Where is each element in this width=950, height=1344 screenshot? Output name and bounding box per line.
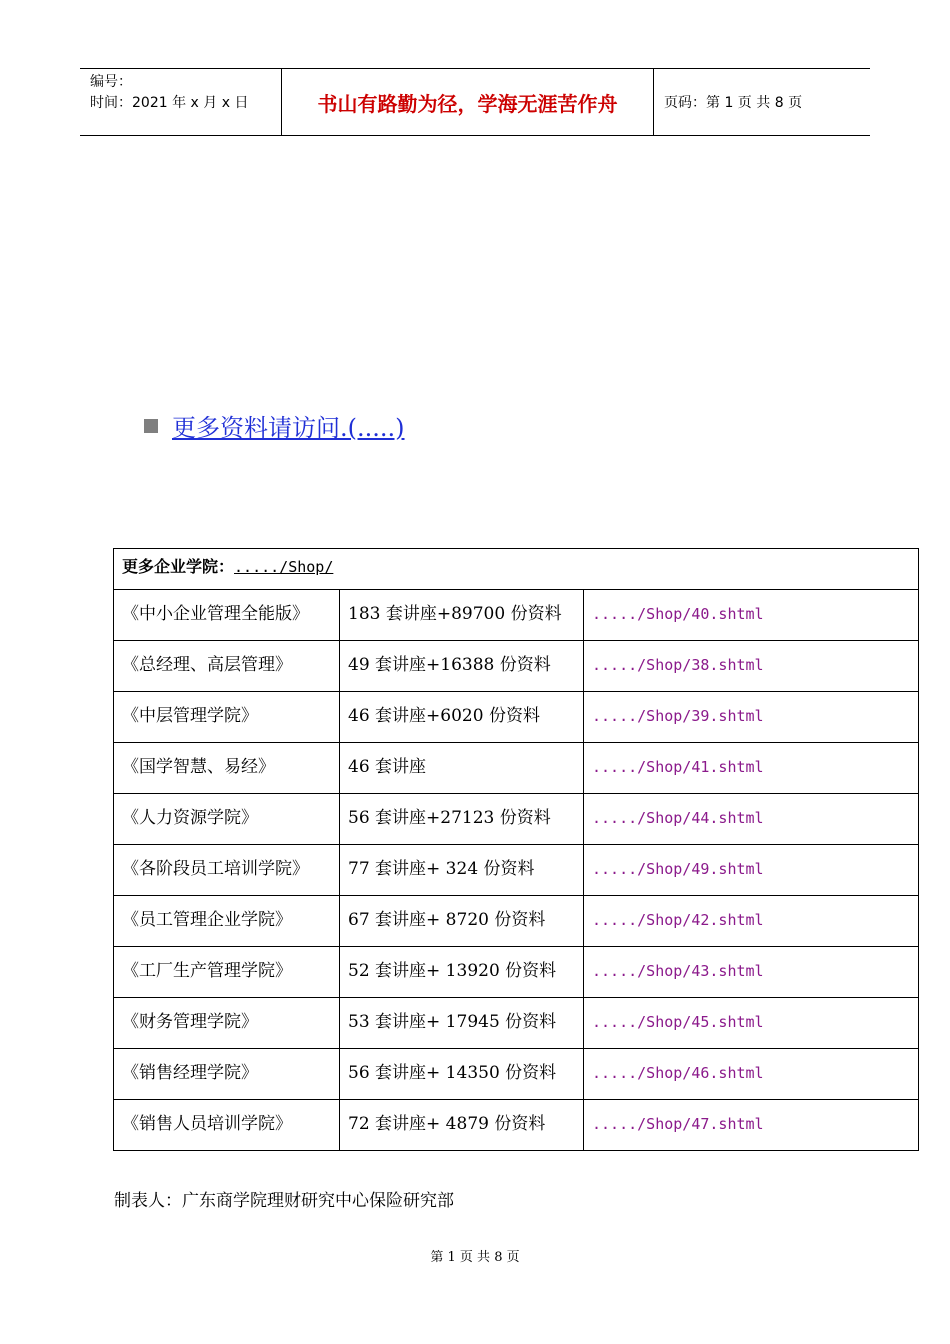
academy-name: 《工厂生产管理学院》 — [114, 947, 340, 998]
table-row — [114, 947, 919, 998]
header-motto: 书山有路勤为径，学海无涯苦作舟 — [281, 69, 654, 135]
academy-content: 46 套讲座+6020 份资料 — [340, 692, 584, 743]
page-header — [80, 68, 870, 136]
table-row — [114, 692, 919, 743]
academy-content: 183 套讲座+89700 份资料 — [340, 590, 584, 641]
academy-link[interactable]: ...../Shop/38.shtml — [592, 656, 764, 674]
doc-number: 编号： — [90, 74, 132, 90]
academy-name: 《人力资源学院》 — [114, 794, 340, 845]
academy-link[interactable]: ...../Shop/40.shtml — [592, 605, 764, 623]
academy-table — [113, 548, 919, 1151]
academy-url-cell — [584, 947, 919, 998]
table-title: 更多企业学院： — [122, 557, 235, 576]
table-row — [114, 845, 919, 896]
header-meta — [80, 69, 281, 135]
academy-url-cell — [584, 1049, 919, 1100]
academy-url-cell — [584, 1100, 919, 1151]
academy-url-cell — [584, 743, 919, 794]
academy-link[interactable]: ...../Shop/39.shtml — [592, 707, 764, 725]
academy-link[interactable]: ...../Shop/46.shtml — [592, 1064, 764, 1082]
academy-link[interactable]: ...../Shop/45.shtml — [592, 1013, 764, 1031]
academy-link[interactable]: ...../Shop/42.shtml — [592, 911, 764, 929]
table-row — [114, 896, 919, 947]
table-row — [114, 1100, 919, 1151]
academy-content: 53 套讲座+ 17945 份资料 — [340, 998, 584, 1049]
academy-url-cell — [584, 590, 919, 641]
doc-time: 时间：2021 年 x 月 x 日 — [90, 95, 249, 111]
table-row — [114, 641, 919, 692]
table-maker: 制表人：广东商学院理财研究中心保险研究部 — [114, 1191, 454, 1211]
table-header-row — [114, 549, 919, 590]
academy-link[interactable]: ...../Shop/49.shtml — [592, 860, 764, 878]
academy-url-cell — [584, 998, 919, 1049]
academy-name: 《总经理、高层管理》 — [114, 641, 340, 692]
academy-url-cell — [584, 641, 919, 692]
academy-name: 《财务管理学院》 — [114, 998, 340, 1049]
table-row — [114, 590, 919, 641]
academy-name: 《国学智慧、易经》 — [114, 743, 340, 794]
academy-content: 52 套讲座+ 13920 份资料 — [340, 947, 584, 998]
academy-url-cell — [584, 896, 919, 947]
academy-content: 72 套讲座+ 4879 份资料 — [340, 1100, 584, 1151]
academy-content: 56 套讲座+27123 份资料 — [340, 794, 584, 845]
academy-link[interactable]: ...../Shop/43.shtml — [592, 962, 764, 980]
table-title-cell — [114, 549, 919, 590]
more-resources-link[interactable]: 更多资料请访问.(.....) — [172, 414, 405, 442]
header-page-number: 页码：第 1 页 共 8 页 — [664, 95, 803, 111]
academy-name: 《销售经理学院》 — [114, 1049, 340, 1100]
academy-url-cell — [584, 794, 919, 845]
academy-content: 67 套讲座+ 8720 份资料 — [340, 896, 584, 947]
page-footer: 第 1 页 共 8 页 — [430, 1250, 520, 1265]
square-bullet-icon — [144, 419, 158, 433]
academy-link[interactable]: ...../Shop/44.shtml — [592, 809, 764, 827]
academy-name: 《中小企业管理全能版》 — [114, 590, 340, 641]
academy-link[interactable]: ...../Shop/47.shtml — [592, 1115, 764, 1133]
table-row — [114, 743, 919, 794]
academy-name: 《各阶段员工培训学院》 — [114, 845, 340, 896]
academy-name: 《员工管理企业学院》 — [114, 896, 340, 947]
academy-link[interactable]: ...../Shop/41.shtml — [592, 758, 764, 776]
academy-name: 《销售人员培训学院》 — [114, 1100, 340, 1151]
academy-url-cell — [584, 692, 919, 743]
table-row — [114, 998, 919, 1049]
academy-name: 《中层管理学院》 — [114, 692, 340, 743]
table-row — [114, 794, 919, 845]
resource-bullet — [144, 408, 405, 443]
academy-content: 77 套讲座+ 324 份资料 — [340, 845, 584, 896]
shop-link[interactable]: ...../Shop/ — [234, 558, 334, 576]
academy-content: 56 套讲座+ 14350 份资料 — [340, 1049, 584, 1100]
academy-content: 46 套讲座 — [340, 743, 584, 794]
academy-content: 49 套讲座+16388 份资料 — [340, 641, 584, 692]
table-row — [114, 1049, 919, 1100]
academy-url-cell — [584, 845, 919, 896]
